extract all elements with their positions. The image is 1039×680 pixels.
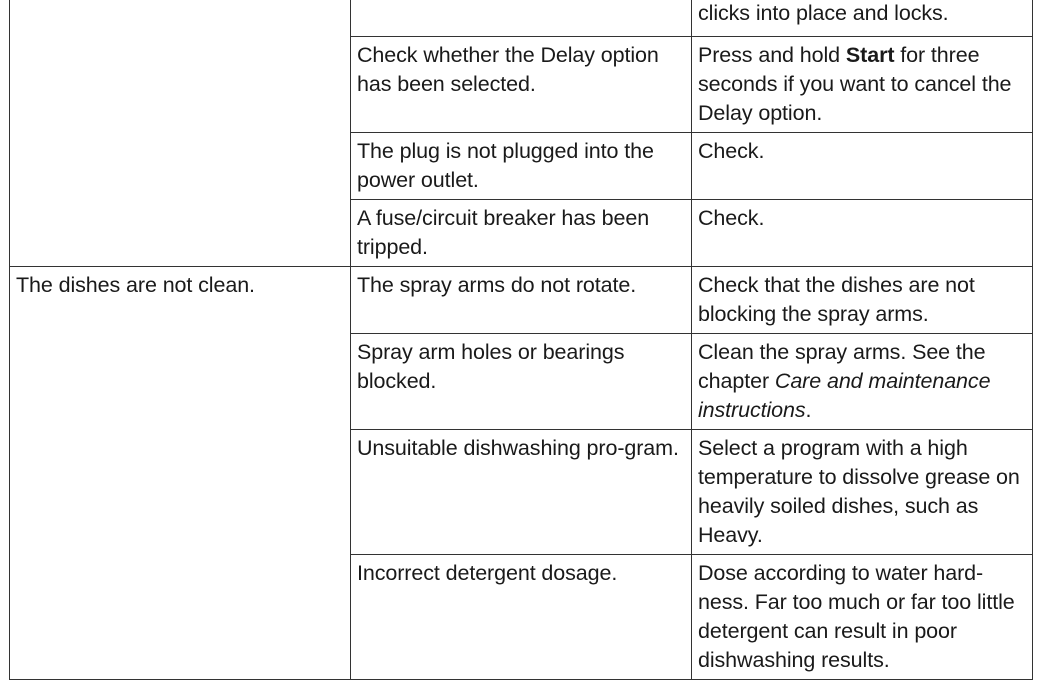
cause-cell: A fuse/circuit breaker has been tripped.	[351, 200, 692, 267]
problem-cell: The dishes are not clean.	[10, 267, 351, 680]
troubleshooting-table	[9, 0, 1033, 680]
remedy-text: for three seconds if you want to cancel the Delay option.	[698, 43, 1012, 125]
remedy-cell	[692, 334, 1033, 430]
remedy-text: .	[805, 398, 812, 422]
table-row	[10, 0, 1033, 37]
remedy-cell: Check.	[692, 200, 1033, 267]
remedy-cell: Check.	[692, 133, 1033, 200]
cause-cell: The plug is not plugged into the power outlet.	[351, 133, 692, 200]
remedy-cell: clicks into place and locks.	[692, 0, 1033, 37]
table-row	[10, 267, 1033, 334]
cause-cell: The spray arms do not rotate.	[351, 267, 692, 334]
cause-cell: Unsuitable dishwashing pro-gram.	[351, 430, 692, 555]
remedy-cell: Check that the dishes are not blocking the spray arms.	[692, 267, 1033, 334]
problem-cell-continued	[10, 0, 351, 267]
remedy-cell: Dose according to water hard-ness. Far too much or far too little detergent can result in poor dishwashing results.	[692, 555, 1033, 680]
cause-cell	[351, 0, 692, 37]
remedy-cell	[692, 37, 1033, 133]
remedy-text: Clean the spray arms. See the chapter	[698, 340, 986, 393]
remedy-cell: Select a program with a high temperature to dissolve grease on heavily soiled dishes, such as Heavy.	[692, 430, 1033, 555]
cause-cell: Incorrect detergent dosage.	[351, 555, 692, 680]
cause-cell: Spray arm holes or bearings blocked.	[351, 334, 692, 430]
remedy-text: Press and hold	[698, 43, 846, 67]
chapter-reference: Care and maintenance instructions	[698, 369, 991, 422]
start-button-label: Start	[845, 43, 895, 67]
cause-cell: Check whether the Delay option has been selected.	[351, 37, 692, 133]
